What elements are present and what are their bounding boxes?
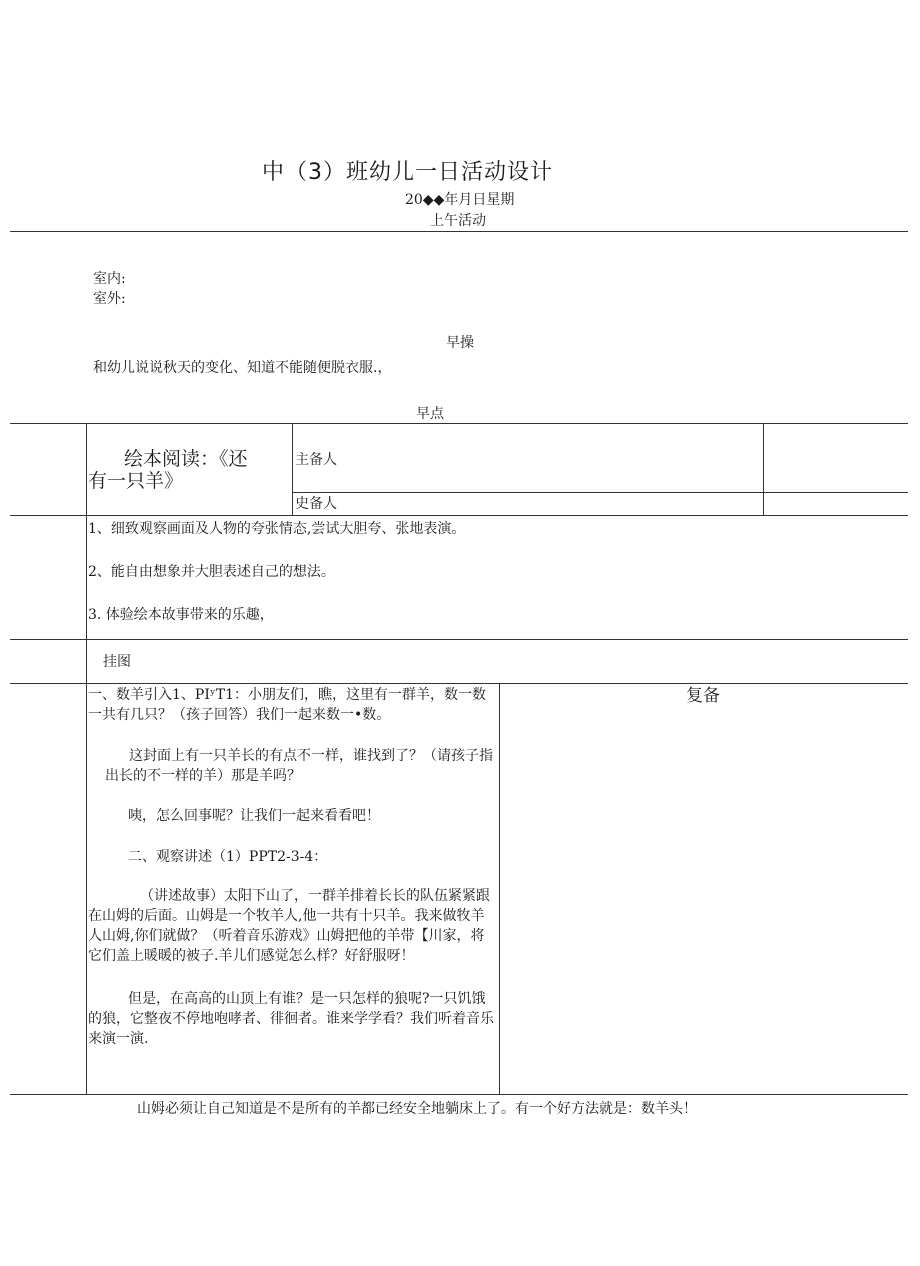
page-title: 中（3）班幼儿一日活动设计 [262, 160, 553, 185]
process-p1: 一、数羊引入1、PIʸT1：小朋友们，瞧，这里有一群羊，数一数一共有几只？（孩子回答）我们一起来数一•数。 [88, 687, 487, 723]
review-heading: 复备 [686, 686, 720, 706]
table-vline-lesson [292, 423, 293, 515]
table-line-4 [10, 683, 908, 684]
process-p6: 但是，在高高的山顶上有谁？是一只怎样的狼呢?一只饥饿的狼，它整夜不停地咆哮者、徘徊者。谁来学学看？我们听着音乐来演一演. [88, 991, 494, 1047]
lesson-title-line2: 有一只羊》 [88, 470, 184, 492]
process-p5: （讲述故事）太阳下山了，一群羊排着长长的队伍紧紧跟在山姆的后面。山姆是一个牧羊人,他一共有十只羊。我来做牧羊人山姆,你们就做？（听着音乐游戏》山姆把他的羊带【川家，将它们盖上暖暖的被子.羊儿们感觉怎么样？好舒服呀！ [88, 888, 490, 964]
snack-heading: 早点 [416, 406, 444, 422]
footer-text: 山姆必须让自己知道是不是所有的羊都已经安全地躺床上了。有一个好方法就是：数羊头！ [137, 1101, 697, 1117]
process-p2: 这封面上有一只羊长的有点不一样，谁找到了？（请孩子指出长的不一样的羊）那是羊吗？ [105, 748, 493, 784]
goal-3: 3. 体验绘本故事带来的乐趣， [88, 607, 274, 623]
materials-text: 挂图 [103, 654, 131, 670]
divider-top [10, 231, 908, 232]
indoor-label: 室内: [93, 271, 126, 287]
table-vline-right [763, 423, 764, 515]
outdoor-label: 室外: [93, 291, 126, 307]
table-vline-left [86, 423, 87, 1095]
process-p3: 咦，怎么回事呢？让我们一起来看看吧！ [128, 808, 380, 824]
table-line-3 [10, 639, 908, 640]
table-line-2 [10, 515, 908, 516]
main-preparer-label: 主备人 [295, 452, 337, 468]
exercise-text: 和幼儿说说秋天的变化、知道不能随便脱衣服.， [93, 360, 392, 376]
table-line-preparer [292, 492, 908, 493]
process-p4: 二、观察讲述（1）PPT2-3-4： [128, 849, 328, 865]
exercise-heading: 早操 [446, 335, 474, 351]
lesson-title-line1: 绘本阅读：《还 [124, 448, 248, 470]
goal-2: 2、能自由想象并大胆表述自己的想法。 [88, 564, 335, 580]
goal-1: 1、细致观察画面及人物的夸张情态,尝试大胆夸、张地表演。 [88, 521, 466, 537]
table-line-bottom [10, 1094, 908, 1095]
section-morning: 上午活动 [430, 213, 486, 229]
sub-preparer-label: 史备人 [295, 496, 337, 512]
table-line-1 [10, 423, 908, 424]
date-line: 20◆◆年月日星期 [405, 192, 515, 208]
table-vline-review [499, 683, 500, 1095]
